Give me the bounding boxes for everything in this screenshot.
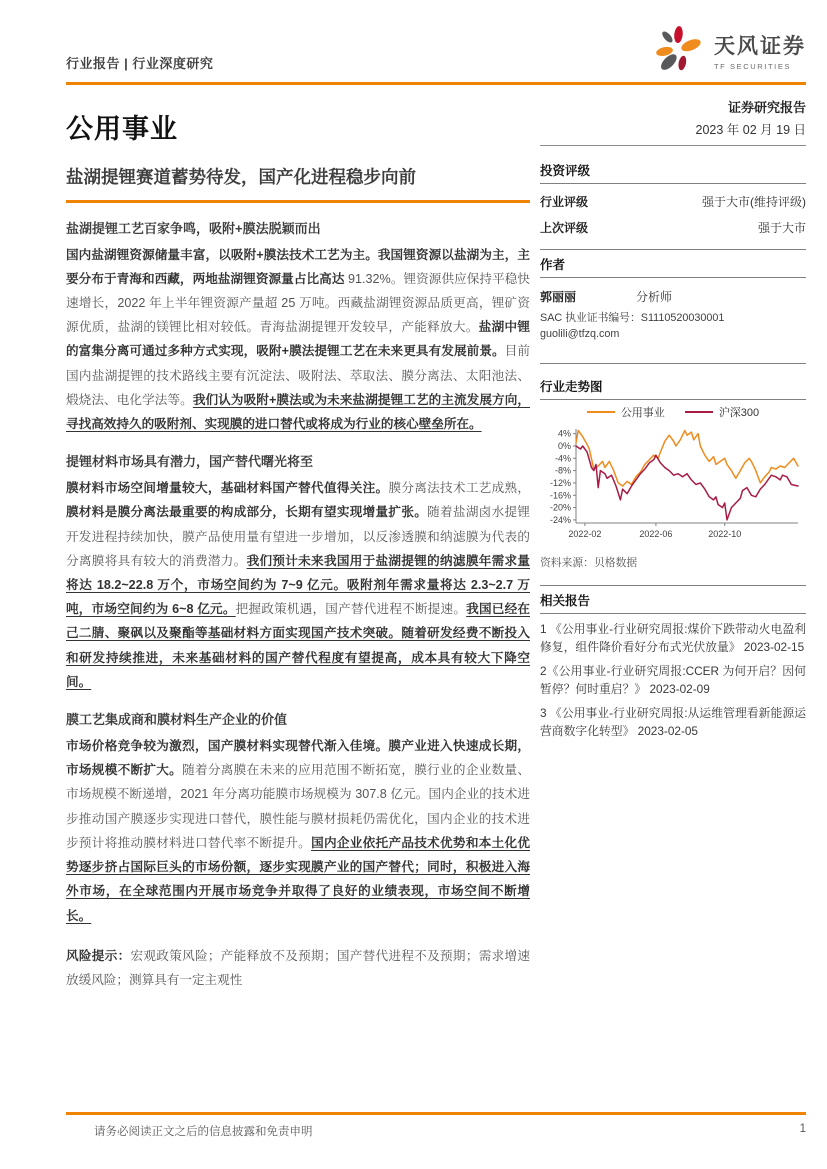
rating-rows: [540, 184, 806, 236]
legend-label: 公用事业: [620, 407, 665, 419]
svg-text:2022-02: 2022-02: [568, 529, 602, 539]
chart-source-note: 资料来源：贝格数据: [540, 557, 638, 569]
rating-row: [540, 184, 806, 210]
rating-value: 强于大市: [757, 221, 806, 235]
brand-text: [714, 30, 806, 71]
related-reports-list: [540, 621, 806, 740]
risk-disclaimer-paragraph: [66, 944, 530, 992]
page-header: [66, 0, 806, 85]
body-paragraph: [66, 476, 530, 694]
report-meta: [540, 97, 806, 146]
svg-text:-8%: -8%: [554, 465, 571, 476]
report-category: 行业报告 | 行业深度研究: [66, 56, 214, 71]
text-run: 目前国内盐湖提锂的技术路线主要有沉淀法、吸附法、萃取法、膜分离法、太阳池法、煅烧法、电化学法等。: [66, 344, 530, 407]
rating-row: [540, 210, 806, 236]
text-run: 市场价格竞争较为激烈，国产膜材料实现替代渐入佳境。膜产业进入快速成长期，市场规模不断扩大。: [66, 739, 530, 778]
text-run: 膜分离法技术工艺成熟，: [388, 481, 531, 496]
rating-value: 强于大市(维持评级): [702, 195, 806, 209]
legend-item-utilities: [587, 404, 665, 420]
author-name: 郭丽丽: [540, 290, 577, 304]
text-run: 91.32%。锂资源供应保持平稳快速增长，2022 年上半年锂资源产量超 25 万吨。西藏盐湖锂资源品质更高，锂矿资源优质，盐湖的镁锂比相对较低。青海盐湖提锂开发较早，产能释放大。: [66, 271, 530, 335]
text-run: 盐湖中锂的富集分离可通过多种方式实现，吸附+膜法提锂工艺在未来更具有发展前景。: [66, 320, 531, 359]
brand-name-cn: 天风证券: [714, 34, 806, 58]
text-run: 把握政策机遇，国产替代进程不断提速。: [235, 602, 467, 617]
rating-section: [540, 156, 806, 236]
main-column: [66, 150, 530, 992]
section-heading: 提锂材料市场具有潜力，国产替代曙光将至: [66, 454, 314, 470]
legend-swatch: [587, 411, 615, 413]
tf-flower-icon: [652, 24, 704, 76]
related-report-item: 2《公用事业-行业研究周报:CCER 为何开启？因何暂停？何时重启？》 2023-02-09: [540, 664, 806, 696]
chart-legend: [540, 400, 806, 422]
svg-text:-16%: -16%: [549, 490, 571, 501]
svg-text:-20%: -20%: [549, 502, 571, 513]
series-line-utilities: [576, 431, 798, 487]
related-report-item: 1 《公用事业-行业研究周报:煤价下跌带动火电盈利修复，组件降价看好分布式光伏放量》 2023-02-15: [540, 622, 806, 654]
text-run: 膜材料市场空间增量较大，基础材料国产替代值得关注。: [66, 481, 389, 496]
report-headline: 盐湖提锂赛道蓄势待发，国产化进程稳步向前: [66, 150, 530, 203]
author-email: guolili@tfzq.com: [540, 328, 620, 340]
section-heading: 盐湖提锂工艺百家争鸣，吸附+膜法脱颖而出: [66, 220, 321, 236]
text-run: 随着分离膜在未来的应用范围不断拓宽，膜行业的企业数量、市场规模不断递增，2021 年分离功能膜市场规模为 307.8 亿元。国内企业的技术进步推动国产膜逐步实现进口替代，膜性能与膜材损耗仍需优化，国内企业的技术进步预计将推动膜材料进口替代率不断提升。: [66, 763, 531, 850]
rating-label: 行业评级: [540, 195, 589, 209]
legend-item-hs300: [685, 404, 759, 420]
page-number: 1: [799, 1123, 806, 1135]
footer-disclaimer: 请务必阅读正文之后的信息披露和免责申明: [94, 1126, 313, 1138]
text-run: 国内盐湖锂资源储量丰富，以吸附+膜法技术工艺为主。我国锂资源以盐湖为主，主要分布于青海和西藏，两地盐湖锂资源量占比高达: [66, 247, 530, 286]
masthead: [66, 97, 806, 146]
industry-title: 公用事业: [66, 114, 178, 144]
legend-label: 沪深300: [718, 407, 760, 419]
sidebar: [540, 150, 806, 992]
related-reports-section: [540, 586, 806, 740]
related-report-item: 3 《公用事业-行业研究周报:从运维管理看新能源运营商数字化转型》 2023-02-05: [540, 706, 806, 738]
text-run: 宏观政策风险；产能释放不及预期；国产替代进程不及预期；需求增速放缓风险；测算具有一定主观性: [66, 948, 531, 987]
svg-text:-4%: -4%: [554, 453, 571, 464]
text-run: 我们预计未来我国用于盐湖提锂的纳滤膜年需求量将达 18.2~22.8 万个，市场空间约为 7~9 亿元。吸附剂年需求量将达 2.3~2.7 万吨，市场空间约为 6~8 亿元。: [66, 553, 531, 617]
report-type-label: 证券研究报告: [727, 100, 806, 115]
author-role: 分析师: [636, 290, 673, 304]
svg-text:-12%: -12%: [549, 477, 571, 488]
text-run: 风险提示：: [66, 948, 131, 963]
rating-section-title: 投资评级: [540, 156, 806, 184]
content-columns: [66, 150, 806, 992]
text-run: 膜材料是膜分离法最重要的构成部分，长期有望实现增量扩张。: [66, 505, 428, 520]
related-section-title: 相关报告: [540, 586, 806, 614]
text-run: 国内企业依托产品技术优势和本土化优势逐步挤占国际巨头的市场份额，逐步实现膜产业的国产替代；同时，积极进入海外市场，在全球范围内开展市场竞争并取得了良好的业绩表现，市场空间不断增长。: [66, 835, 531, 923]
body-paragraph: [66, 734, 530, 928]
svg-text:2022-10: 2022-10: [708, 529, 742, 539]
tf-securities-logo: [652, 24, 806, 76]
text-run: 随着盐湖卤水提锂开发进程持续加快，膜产品使用量有望进一步增加，以反渗透膜和纳滤膜为代表的分离膜将具有较大的消费潜力。: [66, 505, 531, 568]
rating-label: 上次评级: [540, 221, 589, 235]
trend-section-title: 行业走势图: [540, 372, 806, 400]
report-date: 2023 年 02 月 19 日: [695, 123, 806, 137]
svg-text:-24%: -24%: [549, 514, 571, 525]
text-run: 我国已经在己二腈、聚砜以及聚酯等基础材料方面实现国产技术突破。随着研发经费不断投入和研发持续推进，未来基础材料的国产替代程度有望提高，成本具有较大下降空间。: [66, 602, 530, 689]
author-section-title: 作者: [540, 250, 806, 278]
svg-text:4%: 4%: [557, 428, 571, 439]
legend-swatch: [685, 411, 713, 413]
section-heading: 膜工艺集成商和膜材料生产企业的价值: [66, 712, 288, 728]
author-line: [540, 278, 806, 305]
series-line-hs300: [576, 446, 798, 520]
author-certificate: SAC 执业证书编号：S1110520030001: [540, 312, 725, 324]
author-section: [540, 250, 806, 350]
industry-trend-chart: [540, 422, 806, 544]
text-run: 我们认为吸附+膜法或为未来盐湖提锂工艺的主流发展方向，寻找高效持久的吸附剂、实现膜的进口替代或将成为行业的核心壁垒所在。: [66, 392, 531, 432]
industry-trend-section: [540, 364, 806, 572]
brand-name-en: TF SECURITIES: [714, 61, 792, 71]
svg-text:0%: 0%: [557, 440, 571, 451]
body-paragraph: [66, 243, 530, 437]
svg-text:2022-06: 2022-06: [639, 529, 673, 539]
page-footer: [66, 1112, 806, 1139]
